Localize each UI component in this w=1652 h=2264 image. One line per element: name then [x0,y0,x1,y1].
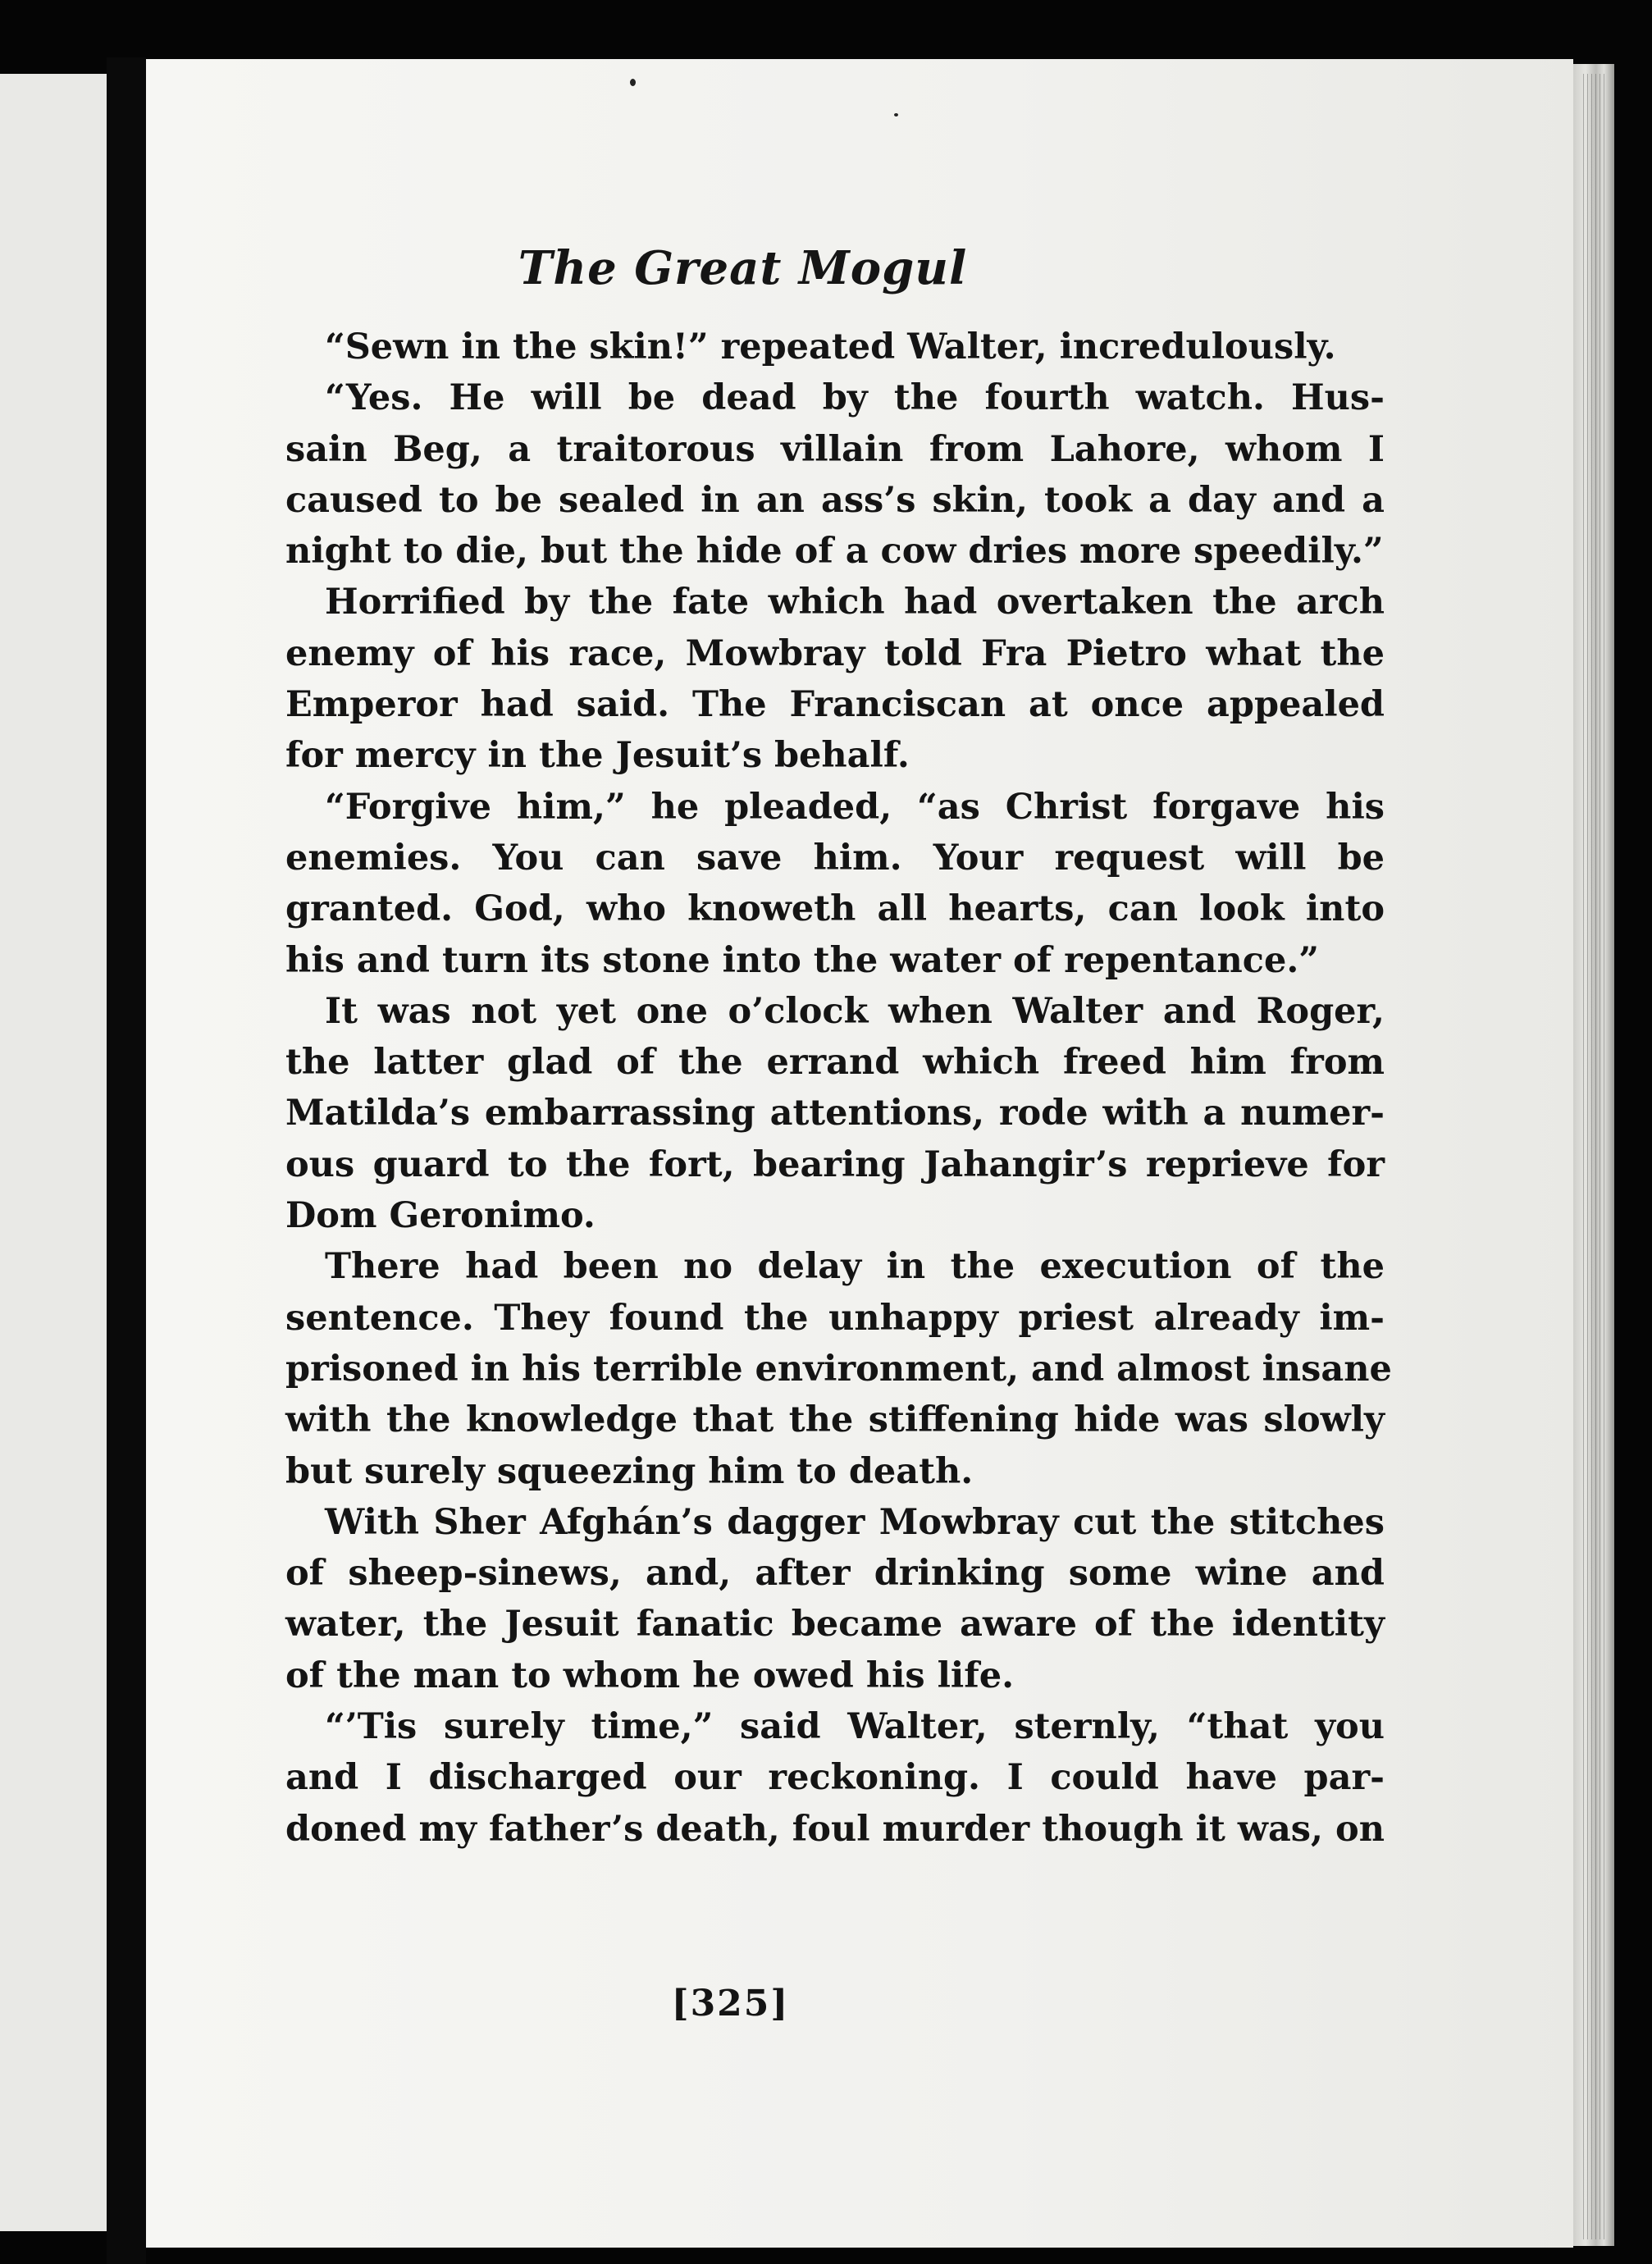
text-line: the latter glad of the errand which freed him from [285,1042,1385,1084]
text-line: Emperor had said. The Franciscan at once appealed [285,684,1385,726]
text-line: doned my father’s death, foul murder though it was, on [285,1808,1385,1850]
text-line: “Sewn in the skin!” repeated Walter, incredulously. [325,326,1336,367]
text-line: night to die, but the hide of a cow dries more speedily.” [285,531,1384,573]
text-line: ous guard to the fort, bearing Jahangir’s reprieve for [285,1143,1385,1185]
page-stack-lines [1583,74,1608,2239]
text-line: his and turn its stone into the water of repentance.” [285,939,1320,981]
ink-speck [894,113,898,116]
text-line: caused to be sealed in an ass’s skin, took a day and a [285,479,1385,521]
text-line: with the knowledge that the stiffening hide was slowly [285,1399,1385,1441]
text-line: Dom Geronimo. [285,1195,596,1237]
text-line: Horrified by the fate which had overtaken the arch [325,582,1385,623]
text-line: granted. God, who knoweth all hearts, can look into [285,888,1385,930]
text-line: enemy of his race, Mowbray told Fra Pietro what the [285,632,1385,674]
text-line: There had been no delay in the execution of the [325,1246,1385,1288]
page-number: [325] [671,1983,790,2024]
text-line: It was not yet one o’clock when Walter and Roger, [325,990,1385,1032]
text-line: enemies. You can save him. Your request will be [285,837,1385,879]
text-line: “Forgive him,” he pleaded, “as Christ forgave his [325,786,1385,828]
text-line: of sheep-sinews, and, after drinking some wine and [285,1553,1385,1595]
previous-page-edge [0,74,107,2231]
ink-speck [630,79,636,86]
text-line: “’Tis surely time,” said Walter, sternly, “that you [325,1706,1385,1748]
book-page [146,59,1573,2248]
text-line: water, the Jesuit fanatic became aware of the identity [285,1604,1385,1646]
text-line: sentence. They found the unhappy priest already im- [285,1297,1385,1339]
text-line: With Sher Afghán’s dagger Mowbray cut the stitches [325,1501,1385,1543]
book-gutter [107,57,146,2264]
text-line: but surely squeezing him to death. [285,1450,974,1492]
text-line: “Yes. He will be dead by the fourth watch. Hus- [325,377,1385,419]
body-text [285,322,1392,1855]
running-head: The Great Mogul [518,241,968,295]
text-line: prisoned in his terrible environment, and almost insane [285,1348,1392,1390]
text-line: for mercy in the Jesuit’s behalf. [285,735,910,777]
text-line: and I discharged our reckoning. I could have par- [285,1757,1385,1799]
text-line: Matilda’s embarrassing attentions, rode with a numer- [285,1093,1385,1134]
text-line: of the man to whom he owed his life. [285,1655,1015,1696]
text-line: sain Beg, a traitorous villain from Lahore, whom I [285,428,1385,470]
